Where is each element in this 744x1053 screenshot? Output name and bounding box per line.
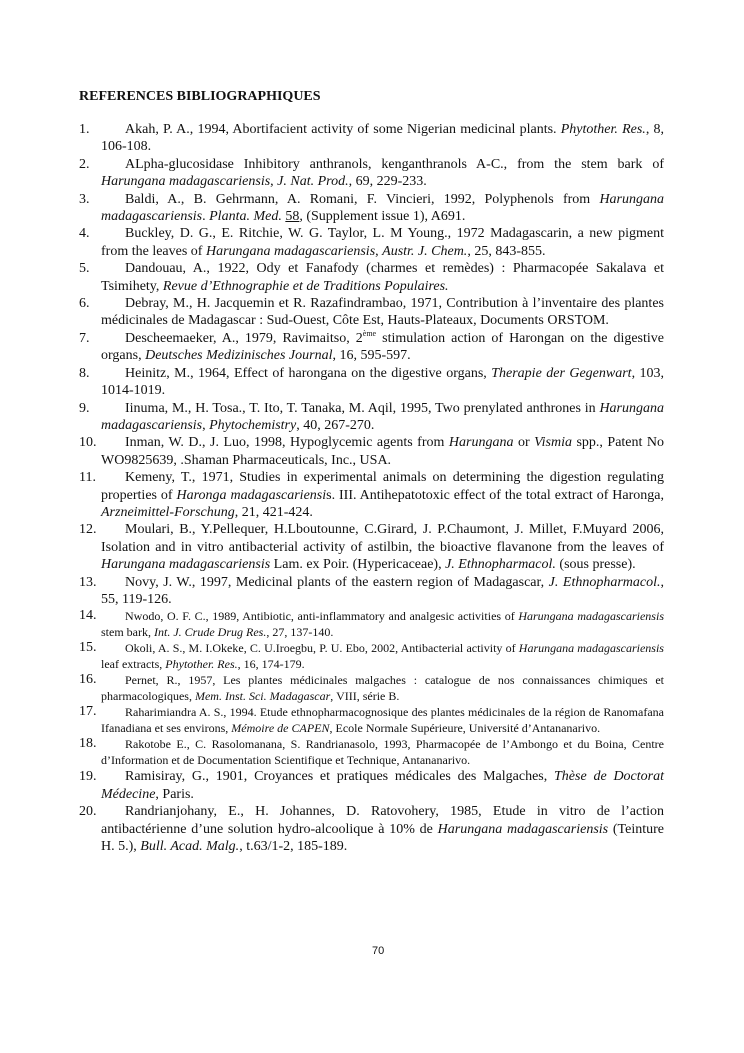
reference-number: 13. — [79, 574, 97, 590]
reference-item — [79, 608, 664, 640]
reference-text: , 8, 106-108. — [101, 122, 665, 155]
reference-item — [79, 640, 664, 672]
reference-text: , (Supplement issue 1), A691. — [299, 209, 466, 225]
reference-number: 2. — [79, 156, 90, 172]
reference-number: 8. — [79, 365, 90, 381]
reference-text: Akah, P. A., 1994, Abortifacient activity of some Nigerian medicinal plants. — [125, 122, 561, 137]
reference-italic-text: Phytother. Res. — [560, 122, 646, 137]
reference-text: Descheemaeker, A., 1979, Ravimaitso, 2 — [125, 330, 363, 346]
reference-italic-text: Phytochemistry — [209, 417, 297, 433]
reference-number: 3. — [79, 191, 90, 207]
reference-text: , 55, 119-126. — [101, 574, 664, 607]
reference-italic-text: Planta. Med. — [209, 209, 282, 225]
reference-number: 1. — [79, 122, 90, 137]
reference-text: Dandouau, A., 1922, Ody et Fanafody (charmes et remèdes) : Pharmacopée Sakalava et Tsimihety, — [101, 261, 664, 294]
reference-italic-text: J. Ethnopharmacol. — [445, 557, 556, 573]
reference-text: , 27, 137-140. — [266, 625, 334, 640]
reference-text: , 16, 595-597. — [332, 348, 411, 364]
reference-item — [79, 191, 664, 226]
reference-italic-text: Harungana madagascariensis — [518, 609, 664, 624]
reference-number: 9. — [79, 400, 90, 416]
reference-text: stimulation action of Harongan on the digestive organs, — [101, 330, 664, 364]
reference-item — [79, 330, 664, 365]
reference-text: (Teinture H. 5.), — [101, 821, 664, 854]
reference-italic-text: Harungana madagascariensis — [101, 557, 271, 573]
reference-text: , — [270, 174, 278, 190]
reference-text: , 25, 843-855. — [467, 243, 546, 259]
reference-text: Heinitz, M., 1964, Effect of harongana on the digestive organs, — [125, 365, 492, 381]
reference-list — [79, 121, 664, 855]
reference-text: , 69, 229-233. — [348, 174, 427, 190]
reference-text: ALpha-glucosidase Inhibitory anthranols, kenganthranols A-C., from the stem bark of — [125, 156, 664, 172]
reference-item — [79, 803, 664, 855]
reference-number: 17. — [79, 704, 97, 720]
reference-text: stem bark, — [101, 625, 154, 640]
reference-italic-text: J. Ethnopharmacol. — [548, 574, 661, 590]
reference-text: , 103, 1014-1019. — [101, 365, 665, 399]
reference-italic-text: Arzneimittel-Forschung — [101, 504, 235, 520]
reference-italic-text: Austr. J. Chem. — [382, 243, 468, 259]
reference-item — [79, 260, 664, 295]
reference-italic-text: Mem. Inst. Sci. Madagascar — [194, 689, 331, 704]
reference-italic-text: Vismia — [534, 435, 572, 451]
reference-italic-text: Int. J. Crude Drug Res. — [154, 625, 267, 640]
reference-italic-text: Thèse de Doctorat Médecine — [101, 769, 664, 802]
reference-number: 7. — [79, 330, 90, 346]
reference-text: Novy, J. W., 1997, Medicinal plants of the eastern region of Madagascar, — [125, 574, 549, 590]
page-number: 70 — [372, 945, 385, 957]
reference-italic-text: Harungana madagascariensis — [518, 641, 664, 656]
reference-number: 20. — [79, 804, 97, 820]
reference-text: Nwodo, O. F. C., 1989, Antibiotic, anti-inflammatory and analgesic activities of — [125, 609, 519, 624]
reference-number: 16. — [79, 672, 97, 688]
reference-item — [79, 295, 664, 330]
reference-italic-text: Harungana madagascariensis — [101, 191, 664, 225]
reference-text: . — [202, 209, 210, 225]
reference-text: Ramisiray, G., 1901, Croyances et pratiques médicales des Malgaches, — [125, 769, 555, 785]
reference-italic-text: J. Nat. Prod. — [277, 174, 349, 190]
reference-italic-text: Harungana madagascariensis — [101, 400, 664, 433]
reference-text: Moulari, B., Y.Pellequer, H.Lboutounne, C.Girard, J. P.Chaumont, J. Millet, F.Muyard 2006, Isolation and in vitro antibacterial activity of astilbin, the bioactive flavanone from the leaves of — [101, 522, 664, 555]
reference-text: Raharimiandra A. S., 1994. Etude ethnopharmacognosique des plantes médicinales de la région de Ranomafana Ifanadiana et ses environs, — [101, 705, 664, 736]
reference-text: Randrianjohany, E., H. Johannes, D. Ratovohery, 1985, Etude in vitro de l’action antibactérienne d’une solution hydro-alcoolique à 10% de — [101, 804, 664, 837]
reference-item — [79, 672, 664, 704]
reference-text: (sous presse). — [555, 557, 636, 573]
reference-number: 10. — [79, 435, 97, 451]
reference-text: spp., Patent No WO9825639, .Shaman Pharmaceuticals, Inc., USA. — [101, 435, 664, 468]
reference-text: Okoli, A. S., M. I.Okeke, C. U.Iroegbu, P. U. Ebo, 2002, Antibacterial activity of — [125, 641, 519, 656]
reference-item — [79, 400, 664, 435]
reference-text: Iinuma, M., H. Tosa., T. Ito, T. Tanaka, M. Aqil, 1995, Two prenylated anthrones in — [125, 400, 600, 416]
reference-text: or — [513, 435, 535, 451]
reference-text: Pernet, R., 1957, Les plantes médicinales malgaches : catalogue de nos connaissances chimiques et pharmacologiques, — [101, 673, 664, 704]
reference-text: , VIII, série B. — [330, 689, 400, 704]
reference-number: 11. — [79, 470, 96, 486]
reference-italic-text: Harungana madagascariensis — [101, 174, 271, 190]
reference-item — [79, 736, 664, 768]
reference-italic-text: Bull. Acad. Malg. — [140, 839, 240, 854]
reference-text: leaf extracts, — [101, 657, 166, 672]
reference-number: 15. — [79, 640, 97, 656]
reference-italic-text: Mémoire de CAPEN — [231, 721, 330, 736]
reference-item — [79, 521, 664, 573]
reference-text: , 21, 421-424. — [234, 504, 313, 520]
reference-italic-text: Haronga madagascariensi — [176, 487, 327, 503]
reference-italic-text: Therapie der Gegenwart — [491, 365, 632, 381]
reference-text: s. III. Antihepatotoxic effect of the total extract of Haronga, — [326, 487, 664, 503]
reference-item — [79, 768, 664, 803]
reference-item — [79, 156, 664, 191]
section-heading: REFERENCES BIBLIOGRAPHIQUES — [79, 89, 321, 104]
reference-italic-text: Harungana madagascariensis — [437, 821, 609, 837]
reference-text: Kemeny, T., 1971, Studies in experimental animals on determining the digestion regulating properties of — [101, 470, 664, 503]
reference-italic-text: Harungana madagascariensis — [205, 243, 376, 259]
reference-number: 18. — [79, 736, 97, 752]
reference-item — [79, 574, 664, 609]
reference-item — [79, 704, 664, 736]
reference-italic-text: Deutsches Medizinisches Journal — [145, 348, 333, 364]
reference-number: 5. — [79, 261, 90, 277]
reference-text: Buckley, D. G., E. Ritchie, W. G. Taylor, L. M Young., 1972 Madagascarin, a new pigment from the leaves of — [101, 226, 664, 259]
reference-text: , t.63/1-2, 185-189. — [239, 839, 348, 854]
reference-text: ème — [362, 328, 377, 338]
reference-text: Inman, W. D., J. Luo, 1998, Hypoglycemic agents from — [125, 435, 449, 451]
reference-text: , — [202, 417, 210, 433]
reference-text: , Ecole Normale Supérieure, Université d’Antananarivo. — [329, 721, 601, 736]
reference-item — [79, 225, 664, 260]
reference-number: 19. — [79, 769, 97, 785]
reference-italic-text: Revue d’Ethnographie et de Traditions Populaires. — [162, 278, 449, 294]
reference-number: 12. — [79, 522, 97, 538]
reference-text: Rakotobe E., C. Rasolomanana, S. Randrianasolo, 1993, Pharmacopée de l’Ambongo et du Boina, Centre d’Information et de Documentation Scientifique et Technique, Antananarivo. — [101, 737, 664, 768]
reference-text: 58 — [285, 209, 300, 225]
reference-number: 4. — [79, 226, 90, 242]
reference-text: , Paris. — [155, 786, 194, 802]
reference-text: Lam. ex Poir. (Hypericaceae), — [270, 557, 446, 573]
reference-italic-text: Phytother. Res. — [165, 657, 238, 672]
reference-text: Debray, M., H. Jacquemin et R. Razafindrambao, 1971, Contribution à l’inventaire des plantes médicinales de Madagascar : Sud-Ouest, Côte Est, Hauts-Plateaux, Documents ORSTOM. — [101, 296, 664, 329]
reference-text: , — [375, 243, 383, 259]
reference-item — [79, 121, 664, 156]
reference-text: , 16, 174-179. — [237, 657, 305, 672]
reference-italic-text: Harungana — [448, 435, 514, 451]
reference-number: 14. — [79, 608, 97, 624]
reference-item — [79, 469, 664, 521]
reference-number: 6. — [79, 296, 90, 312]
reference-item — [79, 365, 664, 400]
reference-item — [79, 434, 664, 469]
reference-text: , 40, 267-270. — [296, 417, 375, 433]
reference-text: Baldi, A., B. Gehrmann, A. Romani, F. Vincieri, 1992, Polyphenols from — [125, 191, 600, 207]
